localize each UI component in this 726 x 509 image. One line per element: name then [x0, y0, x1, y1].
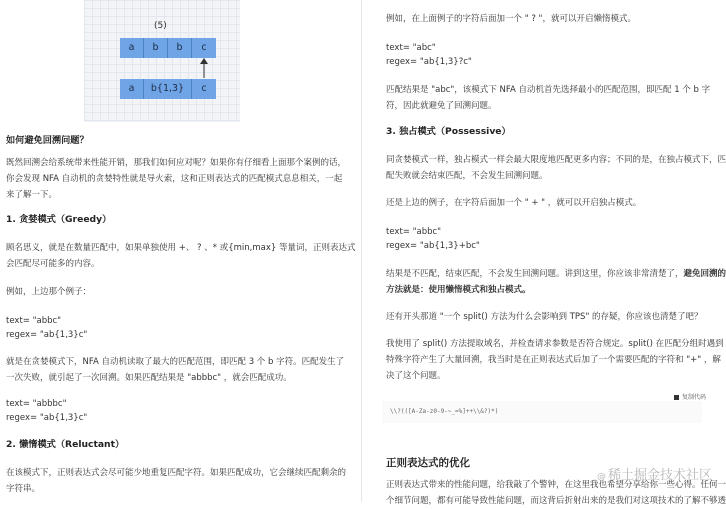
greedy-explain-line: 一次失败，就引起了一次回溯。如果匹配结果是 "abbbc" ，就会匹配成功。 — [6, 373, 292, 383]
code-text-3: text= "abc" — [386, 43, 436, 53]
possessive-example: 还是上边的例子，在字符后面加一个 " + " ，就可以开启独占模式。 — [386, 198, 642, 208]
greedy-desc-line: 顾名思义，就是在数量匹配中，如果单独使用 +、 ? 、* 或{min,max} 等量词，正则表达式 — [6, 243, 356, 253]
code-text-1: text= "abbc" — [6, 316, 62, 326]
right-column — [364, 0, 726, 506]
copy-icon — [674, 395, 679, 400]
optimize-line: 正则表达式带来的性能问题，给我敲了个警钟，在这里我也希望分享给你一些心得。任何一 — [386, 480, 726, 490]
possessive-desc-line: 配失败就会结束匹配，不会发生回溯问题。 — [386, 171, 548, 181]
code-text-4: text= "abbc" — [386, 227, 442, 237]
heading-possessive: 3. 独占模式（Possessive） — [386, 126, 511, 137]
code-regex-1: regex= "ab{1,3}c" — [6, 330, 88, 340]
watermark-text: 稀土掘金技术社区 — [607, 468, 712, 483]
lazy-desc-line: 在该模式下，正则表达式会尽可能少地重复匹配字符。如果匹配成功，它会继续匹配剩余的 — [6, 468, 347, 478]
watermark-at: @ — [596, 472, 606, 482]
possessive-desc-line: 同贪婪模式一样，独占模式一样会最大限度地匹配更多内容；不同的是，在独占模式下，匹 — [386, 155, 726, 165]
heading-greedy: 1. 贪婪模式（Greedy） — [6, 214, 112, 225]
copy-code-button[interactable] — [674, 392, 706, 401]
watermark — [597, 464, 712, 483]
lazy-result-line: 符，因此就避免了回溯问题。 — [386, 101, 497, 111]
intro-line: 既然回溯会给系统带来性能开销，那我们如何应对呢？如果你有仔细看上面那个案例的话， — [6, 158, 347, 168]
left-column — [0, 0, 360, 502]
split-explain-line: 我使用了 split() 方法提取域名，并检查请求参数是否符合规定。split() 在匹配分组时遇到 — [386, 339, 724, 349]
code-text-2: text= "abbbc" — [6, 399, 67, 409]
code-regex-4: regex= "ab{1,3}+bc" — [386, 241, 480, 251]
code-regex-3: regex= "ab{1,3}?c" — [386, 57, 472, 67]
conclusion-text: 结果是不匹配，结束匹配，不会发生回溯问题。讲到这里，你应该非常清楚了， — [386, 269, 684, 279]
copy-code-label: 复制代码 — [681, 394, 706, 401]
split-explain-line: 特殊字符产生了大量回溯，我当时是在正则表达式后加了一个需要匹配的字符和 "+" ，解 — [386, 355, 721, 365]
lazy-example-intro: 例如，在上面例子的字符后面加一个 " ? "，就可以开启懒惰模式。 — [386, 14, 636, 24]
heading-lazy: 2. 懒惰模式（Reluctant） — [6, 439, 125, 450]
diagram-bottom-cell: b{1,3} — [144, 79, 192, 99]
diagram-step-label: (5) — [154, 21, 167, 31]
conclusion-bold: 避免回溯的 — [683, 269, 726, 279]
intro-line: 你会发现 NFA 自动机的贪婪特性就是导火索，这和正则表达式的匹配模式息息相关，一起 — [6, 174, 343, 184]
question-line: 还有开头那道 "一个 split() 方法为什么会影响到 TPS" 的存疑，你应该也清楚了吧？ — [386, 312, 703, 322]
heading-optimize: 正则表达式的优化 — [386, 457, 470, 469]
heading-avoid-backtracking: 如何避免回溯问题？ — [6, 135, 89, 146]
diagram-top-cell: c — [192, 38, 216, 58]
optimize-line: 个细节问题，都有可能导致性能问题，而这背后折射出来的是我们对这项技术的了解不够透 — [386, 496, 726, 506]
diagram-top-cell: a — [120, 38, 144, 58]
diagram-top-cell: b — [144, 38, 168, 58]
greedy-desc-line: 会匹配尽可能多的内容。 — [6, 259, 100, 269]
diagram-bottom-cell: c — [192, 79, 216, 99]
lazy-result-line: 匹配结果是 "abc"，该模式下 NFA 自动机首先选择最小的匹配范围，即匹配 1 个 b 字 — [386, 85, 711, 95]
diagram-arrow — [84, 0, 240, 122]
code-regex-2: regex= "ab{1,3}c" — [6, 413, 88, 423]
greedy-explain-line: 就是在贪婪模式下，NFA 自动机读取了最大的匹配范围，即匹配 3 个 b 字符。匹配发生了 — [6, 357, 345, 367]
lazy-desc-line: 字符串。 — [6, 484, 41, 494]
code-block — [382, 401, 702, 423]
diagram-bottom-cell: a — [120, 79, 144, 99]
code-snippet: \\?(([A-Za-z0-9-~_=%]++\\&?)*) — [390, 408, 499, 415]
regex-backtrack-diagram — [84, 0, 240, 122]
column-divider — [361, 0, 362, 502]
intro-line: 来了解一下。 — [6, 190, 58, 200]
diagram-top-cell: b — [168, 38, 192, 58]
conclusion-bold-line: 方法就是：使用懒惰模式和独占模式。 — [386, 285, 531, 295]
split-explain-line: 决了这个问题。 — [386, 371, 446, 381]
conclusion-line — [386, 266, 726, 282]
example-intro: 例如，上边那个例子： — [6, 287, 92, 297]
